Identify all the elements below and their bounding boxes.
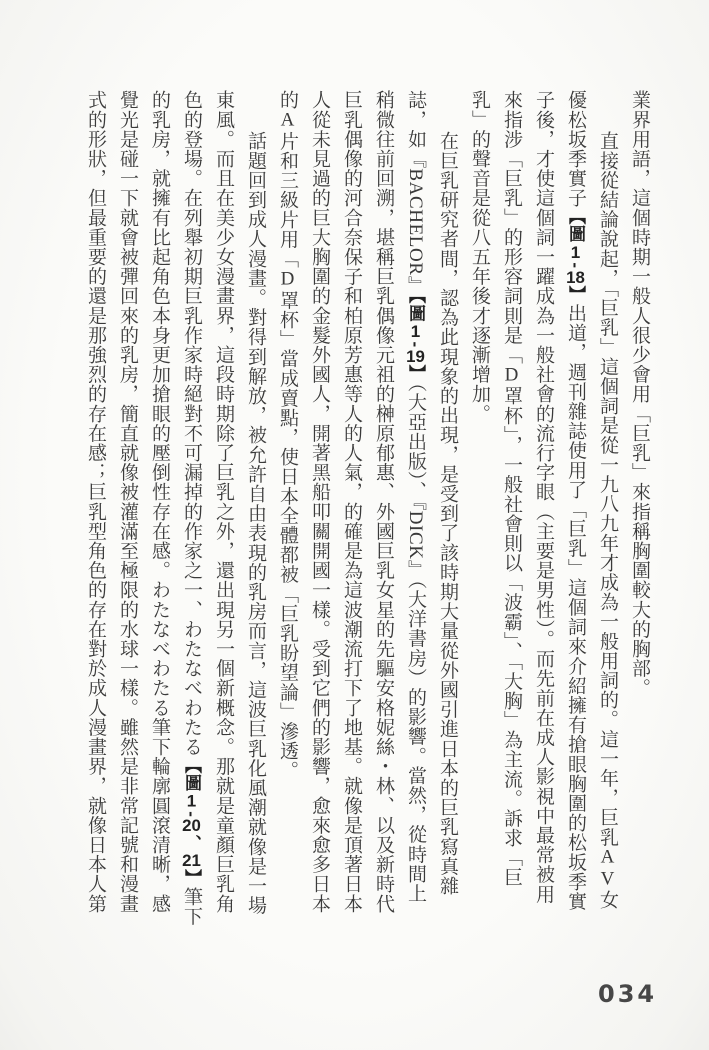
text-column [239,90,271,926]
text-column [79,90,111,926]
figure-reference: 20 [182,817,201,835]
text-column [527,90,559,926]
text-segment: 人從未見過的巨大胸圍的金髮外國人，開著黑船叩關開國一樣。受到它們的影響，愈來愈多日本 [309,90,330,914]
text-column [623,90,655,926]
text-segment: 片和三級片用「 [277,131,298,269]
text-segment: 筆下 [181,886,202,926]
text-segment: 子後，才使這個詞一躍成為一般社會的流行字眼（主要是男性）。而先前在成人影視中最常被用 [533,90,554,904]
text-segment: 的 [277,90,298,110]
text-segment: D [277,268,298,291]
text-segment: 誌，如『BACHELOR』 [405,90,426,296]
page-number: 034 [598,980,658,1008]
text-column [175,90,207,926]
text-segment: 女 [597,889,618,910]
figure-reference: - [566,262,585,269]
figure-reference: 1 [182,791,201,812]
text-segment: 式的形狀，但最重要的還是那強烈的存在感；巨乳型角色的存在對於成人漫畫界，就像日本人第 [85,90,106,914]
figure-reference: - [406,341,425,348]
text-segment: 巨乳偶像的河合奈保子和柏原芳惠等人的人氣，的確是為這波潮流打下了地基。就像是頂著日本 [341,90,362,914]
text-segment: （大亞出版）、『DICK』（大洋書房）的影響。當然，從時間上 [405,382,426,903]
text-segment: 業界用語，這個時期一般人很少會用「巨乳」來指稱胸圍較大的胸部。 [629,90,650,698]
text-segment: AV [597,846,618,890]
text-segment: 話題回到成人漫畫。對得到解放，被允許自由表現的乳房而言，這波巨乳化風潮就像是一場 [245,131,266,915]
text-segment: 罩杯」當成賣點，使日本全體都被「巨乳盼望論」滲透。 [277,290,298,781]
figure-reference: 、 [182,834,201,853]
text-column [399,90,431,926]
text-column [111,90,143,926]
text-segment: 東風。而且在美少女漫畫界，這段時期除了巨乳之外，還出現另一個新概念。那就是童顏巨乳角 [213,90,234,914]
text-segment: 優松坂季實子 [565,90,586,208]
figure-reference: 】 [406,364,425,383]
text-segment: 罩杯」，一般社會則以「波霸」、「大胸」為主流。訴求「巨 [501,386,522,887]
text-column [207,90,239,926]
figure-reference: 1 [406,321,425,342]
text-segment: 乳」的聲音是從八五年後才逐漸增加。 [469,90,490,424]
text-segment: 覺光是碰一下就會被彈回來的乳房，簡直就像被灌滿至極限的水球一樣。雖然是非常記號和漫畫 [117,90,138,914]
text-block [79,90,655,926]
text-segment: 的乳房，就擁有比起角色本身更加搶眼的壓倒性存在感。わたなべわたる筆下輪廓圓滾清晰，感 [149,90,170,914]
figure-reference: 1 [566,242,585,263]
figure-reference: 】 [566,285,585,304]
text-segment: A [277,109,298,132]
text-segment: 直接從結論說起，「巨乳」這個詞是從一九八九年才成為一般用詞的。這一年，巨乳 [597,131,618,847]
text-segment: 在巨乳研究者間，認為此現象的出現，是受到了該時期大量從外國引進日本的巨乳寫真雜 [437,131,458,896]
figure-reference: 【圖 [182,756,201,792]
text-segment: 出道，週刊雜誌使用了「巨乳」這個詞來介紹擁有搶眼胸圍的松坂季實 [565,303,586,911]
figure-reference: 【圖 [566,207,585,243]
text-column [303,90,335,926]
text-column [495,90,527,926]
text-column [271,90,303,926]
figure-reference: 18 [566,268,585,286]
figure-reference: 19 [406,347,425,365]
figure-reference: 】 [182,869,201,887]
text-column [591,90,623,926]
text-column [431,90,463,926]
text-column [143,90,175,926]
text-column [335,90,367,926]
text-segment: 來指涉「巨乳」的形容詞則是「 [501,90,522,365]
figure-reference: 21 [182,852,201,870]
text-column [367,90,399,926]
text-segment: 色的登場。在列舉初期巨乳作家時絕對不可漏掉的作家之一、わたなべわたる [181,90,202,757]
text-column [463,90,495,926]
figure-reference: - [182,811,201,818]
figure-reference: 【圖 [406,295,425,322]
text-column [559,90,591,926]
text-segment: D [501,364,522,387]
text-segment: 稍微往前回溯，堪稱巨乳偶像元祖的榊原郁惠、外國巨乳女星的先驅安格妮絲・林、以及新時代 [373,90,394,914]
